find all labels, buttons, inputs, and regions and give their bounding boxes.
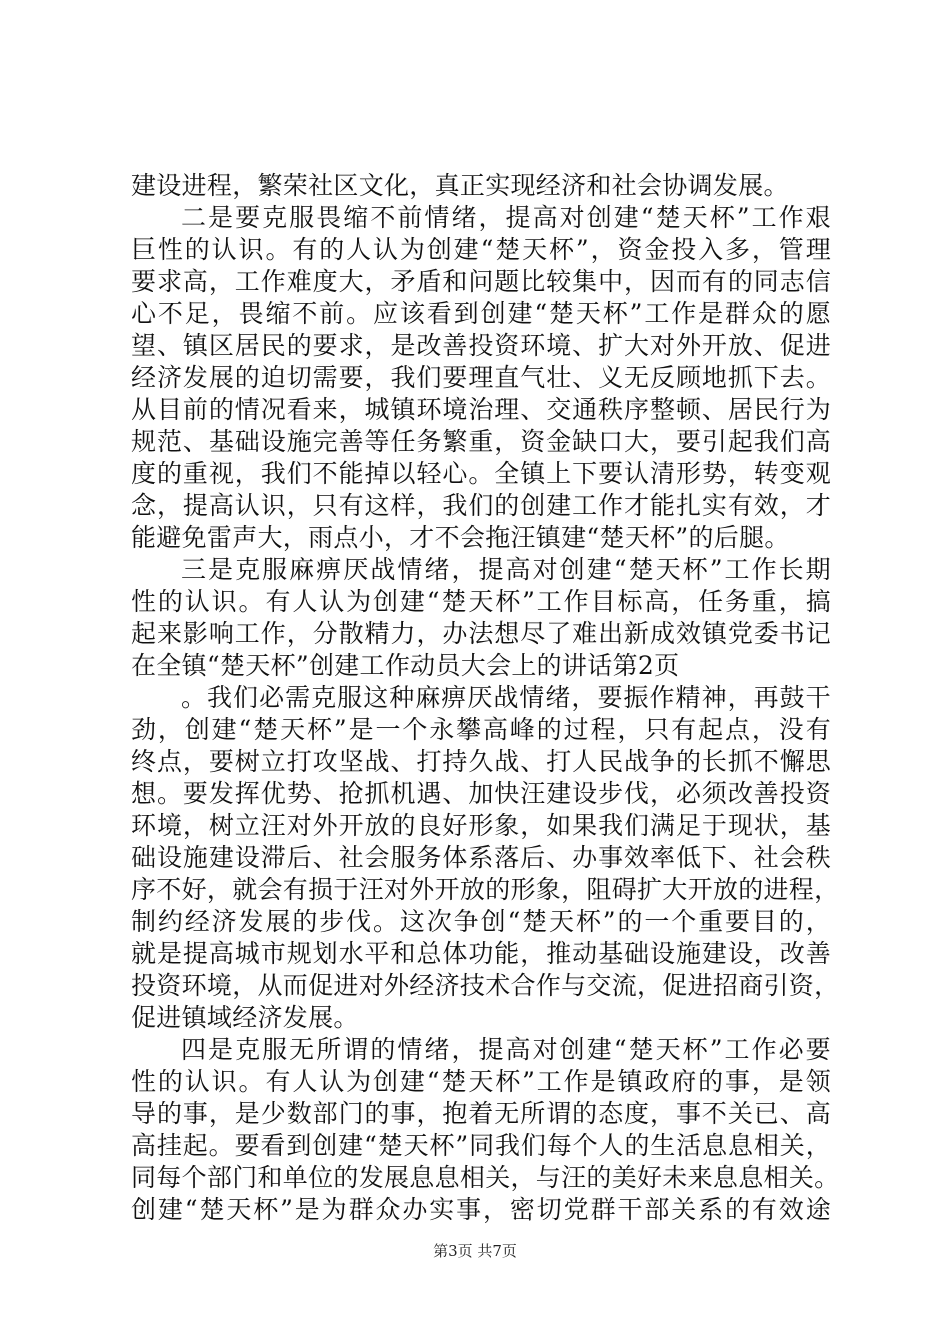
text-line: 度的重视，我们不能掉以轻心。全镇上下要认清形势，转变观 xyxy=(131,459,831,488)
text-line: 劲，创建“楚天杯”是一个永攀高峰的过程，只有起点，没有 xyxy=(131,715,831,744)
text-line: 性的认识。有人认为创建“楚天杯”工作目标高，任务重，搞 xyxy=(131,587,831,616)
text-line: 高挂起。要看到创建“楚天杯”同我们每个人的生活息息相关， xyxy=(131,1131,831,1160)
text-line: 要求高，工作难度大，矛盾和问题比较集中，因而有的同志信 xyxy=(131,267,831,296)
body-text xyxy=(131,170,840,1226)
text-line: 能避免雷声大，雨点小，才不会拖汪镇建“楚天杯”的后腿。 xyxy=(131,523,790,552)
text-line: 巨性的认识。有的人认为创建“楚天杯”，资金投入多，管理 xyxy=(131,235,831,264)
text-line: 促进镇域经济发展。 xyxy=(131,1003,359,1032)
text-line: 从目前的情况看来，城镇环境治理、交通秩序整顿、居民行为 xyxy=(131,395,831,424)
text-line: 终点，要树立打攻坚战、打持久战、打人民战争的长抓不懈思 xyxy=(131,747,831,776)
text-line: 同每个部门和单位的发展息息相关，与汪的美好未来息息相关。 xyxy=(131,1163,840,1192)
text-line: 起来影响工作，分散精力，办法想尽了难出新成效镇党委书记 xyxy=(131,619,831,648)
text-line: 。我们必需克服这种麻痹厌战情绪，要振作精神，再鼓干 xyxy=(181,683,831,712)
text-line: 投资环境，从而促进对外经济技术合作与交流，促进招商引资， xyxy=(131,971,840,1000)
text-line: 念，提高认识，只有这样，我们的创建工作才能扎实有效，才 xyxy=(131,491,831,520)
text-line: 环境，树立汪对外开放的良好形象，如果我们满足于现状，基 xyxy=(131,811,831,840)
text-line: 心不足，畏缩不前。应该看到创建“楚天杯”工作是群众的愿 xyxy=(131,299,831,328)
text-line: 经济发展的迫切需要，我们要理直气壮、义无反顾地抓下去。 xyxy=(131,363,831,392)
text-line: 在全镇“楚天杯”创建工作动员大会上的讲话第2页 xyxy=(131,651,680,680)
text-line: 序不好，就会有损于汪对外开放的形象，阻碍扩大开放的进程， xyxy=(131,875,840,904)
text-line: 性的认识。有人认为创建“楚天杯”工作是镇政府的事，是领 xyxy=(131,1067,831,1096)
text-line: 建设进程，繁荣社区文化，真正实现经济和社会协调发展。 xyxy=(131,171,789,200)
text-line: 础设施建设滞后、社会服务体系落后、办事效率低下、社会秩 xyxy=(131,843,831,872)
text-line: 二是要克服畏缩不前情绪，提高对创建“楚天杯”工作艰 xyxy=(181,203,831,232)
text-line: 四是克服无所谓的情绪，提高对创建“楚天杯”工作必要 xyxy=(181,1035,831,1064)
page-footer: 第3页 共7页 xyxy=(433,1242,517,1260)
text-line: 就是提高城市规划水平和总体功能，推动基础设施建设，改善 xyxy=(131,939,831,968)
text-line: 导的事，是少数部门的事，抱着无所谓的态度，事不关已、高 xyxy=(131,1099,831,1128)
text-line: 创建“楚天杯”是为群众办实事，密切党群干部关系的有效途 xyxy=(131,1195,831,1224)
text-line: 制约经济发展的步伐。这次争创“楚天杯”的一个重要目的， xyxy=(131,907,831,936)
text-line: 望、镇区居民的要求，是改善投资环境、扩大对外开放、促进 xyxy=(131,331,831,360)
text-line: 三是克服麻痹厌战情绪，提高对创建“楚天杯”工作长期 xyxy=(181,555,831,584)
text-line: 想。要发挥优势、抢抓机遇、加快汪建设步伐，必须改善投资 xyxy=(131,779,831,808)
text-line: 规范、基础设施完善等任务繁重，资金缺口大，要引起我们高 xyxy=(131,427,831,456)
